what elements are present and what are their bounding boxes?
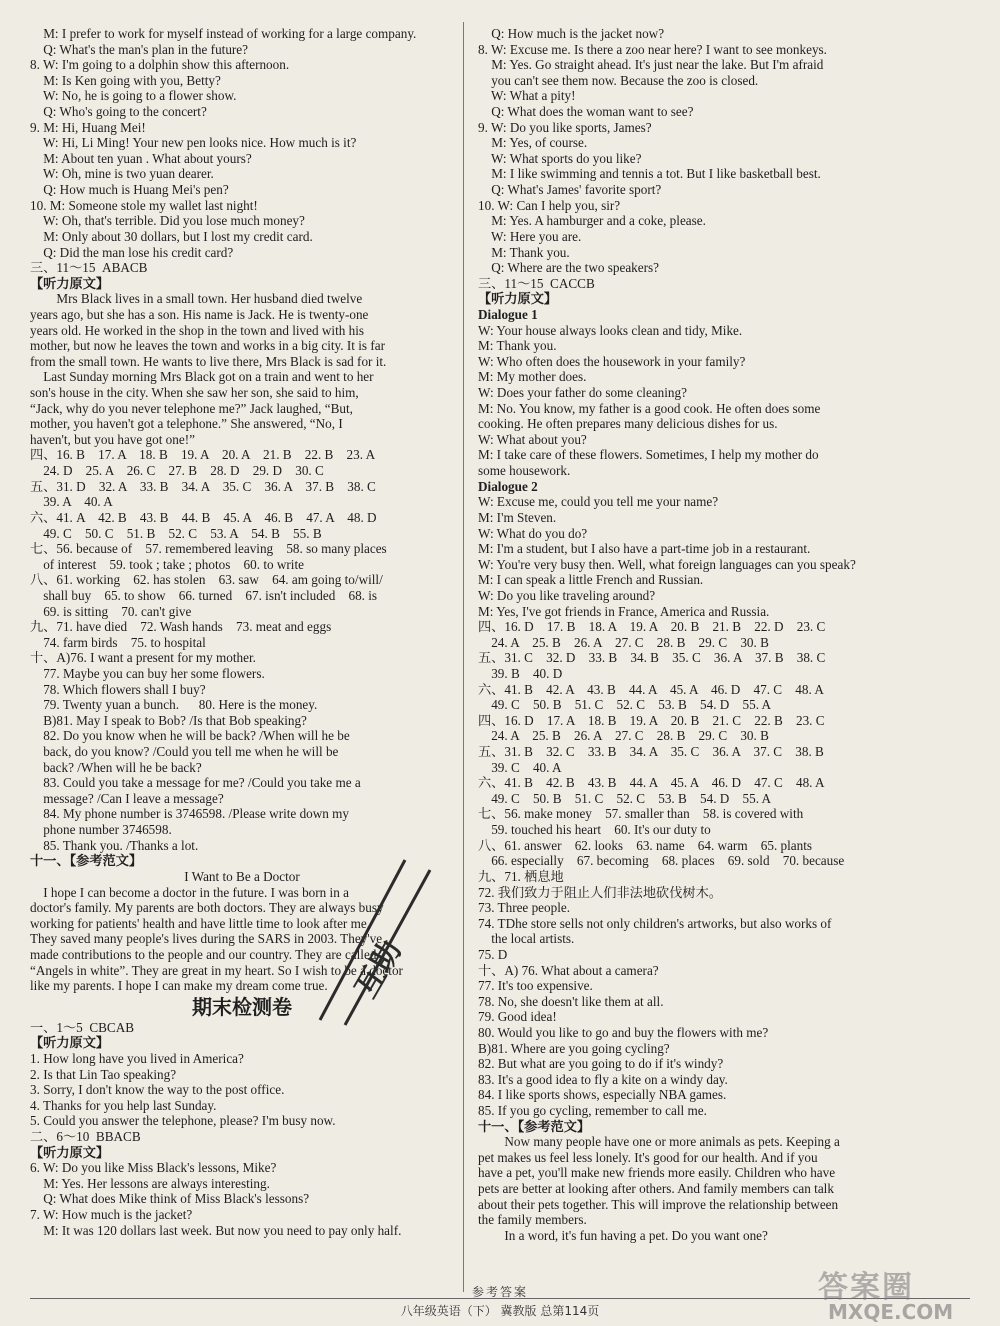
text-line: 84. I like sports shows, especially NBA games. (478, 1087, 727, 1103)
stamp-watermark (300, 850, 450, 1030)
text-line: Mrs Black lives in a small town. Her husband died twelve (30, 291, 363, 307)
text-line: pets are better at looking after others. And family members can talk (478, 1181, 834, 1197)
text-line: about their pets together. This will improve the relationship between (478, 1196, 839, 1212)
stamp-text: 互助 (348, 934, 409, 1004)
text-line: W: Who often does the housework in your family? (478, 353, 746, 369)
text-line: 九、71. have died 72. Wash hands 73. meat and eggs (30, 619, 332, 635)
text-line: 五、31. B 32. C 33. B 34. A 35. C 36. A 37. C 38. B (478, 744, 824, 760)
text-line: M: I'm a student, but I also have a part-time job in a restaurant. (478, 541, 811, 557)
text-line: 84. My phone number is 3746598. /Please write down my (30, 806, 350, 822)
text-line: back? /When will he be back? (30, 759, 202, 775)
text-line: 83. It's a good idea to fly a kite on a windy day. (478, 1071, 728, 1087)
text-line: Q: What's James' favorite sport? (478, 182, 662, 198)
text-line: M: Yes, I've got friends in France, America and Russia. (478, 603, 770, 619)
text-line: 六、41. B 42. A 43. B 44. A 45. A 46. D 47. C 48. A (478, 681, 824, 697)
text-line: W: No, he is going to a flower show. (30, 88, 237, 104)
left-column (30, 26, 454, 1238)
text-line: “Angels in white”. They are great in my heart. So I wish to be a doctor (30, 962, 403, 978)
text-line: B)81. May I speak to Bob? /Is that Bob speaking? (30, 712, 307, 728)
text-line: 66. especially 67. becoming 68. places 69. sold 70. because (478, 853, 845, 869)
text-line: back, do you know? /Could you tell me when he will be (30, 744, 339, 760)
text-line: M: Yes. A hamburger and a coke, please. (478, 213, 706, 229)
text-line: W: Hi, Li Ming! Your new pen looks nice. How much is it? (30, 135, 357, 151)
site-logo-watermark (818, 1262, 988, 1322)
text-line: 五、31. C 32. D 33. B 34. B 35. C 36. A 37. B 38. C (478, 650, 826, 666)
text-line: 七、56. because of 57. remembered leaving 58. so many places (30, 541, 387, 557)
text-line: M: I like swimming and tennis a tot. But I like basketball best. (478, 166, 821, 182)
text-line: 59. touched his heart 60. It's our duty to (478, 822, 711, 838)
text-line: 三、11～15 ABACB (30, 260, 148, 276)
text-line: like my parents. I hope I can make my dream come true. (30, 978, 328, 994)
text-line: 9. W: Do you like sports, James? (478, 119, 652, 135)
text-line: 十、A) 76. What about a camera? (478, 962, 659, 978)
text-line: from the small town. He wants to live there, Mrs Black is sad for it. (30, 353, 387, 369)
text-line: 八、61. answer 62. looks 63. name 64. warm 65. plants (478, 837, 813, 853)
text-line: 78. Which flowers shall I buy? (30, 681, 206, 697)
text-line: pet makes us feel less lonely. It's good for our health. And if you (478, 1149, 818, 1165)
text-line: 7. W: How much is the jacket? (30, 1207, 193, 1223)
text-line: 82. Do you know when he will be back? /When will he be (30, 728, 350, 744)
text-line: Now many people have one or more animals as pets. Keeping a (478, 1134, 840, 1150)
text-line: some housework. (478, 463, 571, 479)
text-line: I hope I can become a doctor in the future. I was born in a (30, 884, 349, 900)
text-line: They saved many people's lives during the SARS in 2003. They've (30, 931, 383, 947)
text-line: cooking. He often prepares many delicious dishes for us. (478, 416, 778, 432)
text-line: 2. Is that Lin Tao speaking? (30, 1066, 177, 1082)
text-line: 一、1～5 CBCAB (30, 1019, 135, 1035)
logo-cn-text: 答案圈 (818, 1270, 914, 1305)
text-line: W: What do you do? (478, 525, 588, 541)
text-line: 74. farm birds 75. to hospital (30, 634, 206, 650)
text-line: shall buy 65. to show 66. turned 67. isn't included 68. is (30, 587, 378, 603)
text-line: 85. Thank you. /Thanks a lot. (30, 837, 199, 853)
text-line: 10. W: Can I help you, sir? (478, 197, 621, 213)
text-line: 八、61. working 62. has stolen 63. saw 64. am going to/will/ (30, 572, 383, 588)
text-line: mother, but now he leaves the town and works in a big city. It is far (30, 338, 385, 354)
text-line: 六、41. B 42. B 43. B 44. A 45. A 46. D 47. C 48. A (478, 775, 825, 791)
text-line: W: Your house always looks clean and tidy, Mike. (478, 322, 743, 338)
text-line: M: No. You know, my father is a good cook. He often does some (478, 400, 821, 416)
text-line: M: Thank you. (478, 244, 570, 260)
text-line: 72. 我们致力于阻止人们非法地砍伐树木。 (478, 884, 722, 900)
text-line: Dialogue 1 (478, 306, 538, 322)
text-line: M: Yes. Her lessons are always interesting. (30, 1175, 270, 1191)
text-line: 8. W: I'm going to a dolphin show this afternoon. (30, 57, 290, 73)
text-line: W: Excuse me, could you tell me your name? (478, 494, 719, 510)
text-line: Q: What's the man's plan in the future? (30, 41, 249, 57)
text-line: 85. If you go cycling, remember to call me. (478, 1103, 707, 1119)
text-line: 79. Good idea! (478, 1009, 557, 1025)
text-line: 十一、【参考范文】 (478, 1118, 591, 1134)
text-line: W: Here you are. (478, 228, 582, 244)
text-line: 【听力原文】 (30, 1035, 110, 1051)
right-column (478, 26, 928, 1244)
text-line: message? /Can I leave a message? (30, 790, 224, 806)
text-line: M: It was 120 dollars last week. But now you need to pay only half. (30, 1222, 402, 1238)
text-line: W: What about you? (478, 431, 587, 447)
text-line: 5. Could you answer the telephone, please? I'm busy now. (30, 1113, 336, 1129)
text-line: 39. A 40. A (30, 494, 113, 510)
text-line: the family members. (478, 1212, 587, 1228)
text-line: W: Do you like traveling around? (478, 587, 656, 603)
text-line: M: I take care of these flowers. Sometimes, I help my mother do (478, 447, 819, 463)
text-line: M: About ten yuan . What about yours? (30, 150, 252, 166)
text-line: 49. C 50. C 51. B 52. C 53. A 54. B 55. B (30, 525, 322, 541)
text-line: M: Thank you. (478, 338, 557, 354)
text-line: 24. D 25. A 26. C 27. B 28. D 29. D 30. C (30, 463, 324, 479)
text-line: M: Is Ken going with you, Betty? (30, 72, 221, 88)
text-line: 8. W: Excuse me. Is there a zoo near here? I want to see monkeys. (478, 41, 827, 57)
text-line: M: I'm Steven. (478, 509, 557, 525)
text-line: 四、16. B 17. A 18. B 19. A 20. A 21. B 22. B 23. A (30, 447, 376, 463)
text-line: 十一、【参考范文】 (30, 853, 143, 869)
logo-en-text: MXQE.COM (828, 1300, 954, 1324)
text-line: 49. C 50. B 51. C 52. C 53. B 54. D 55. A (478, 790, 772, 806)
text-line: 80. Would you like to go and buy the flowers with me? (478, 1025, 769, 1040)
text-line: Last Sunday morning Mrs Black got on a train and went to her (30, 369, 374, 385)
text-line: 39. B 40. D (478, 665, 563, 681)
text-line: son's house in the city. When she saw her son, she said to him, (30, 385, 359, 401)
text-line: Q: What does the woman want to see? (478, 104, 694, 120)
text-line: phone number 3746598. (30, 822, 172, 838)
text-line: Q: Did the man lose his credit card? (30, 244, 234, 260)
text-line: Q: What does Mike think of Miss Black's lessons? (30, 1191, 310, 1207)
text-line: 79. Twenty yuan a bunch. 80. Here is the money. (30, 697, 318, 713)
text-line: Q: How much is the jacket now? (478, 26, 665, 41)
text-line: W: What sports do you like? (478, 150, 642, 166)
text-line: 78. No, she doesn't like them at all. (478, 993, 664, 1009)
text-line: have a pet, you'll make new friends more easily. Children who have (478, 1165, 836, 1181)
text-line: I Want to Be a Doctor (184, 868, 300, 884)
text-line: 75. D (478, 946, 508, 962)
text-line: 1. How long have you lived in America? (30, 1051, 244, 1066)
text-line: M: Yes. Go straight ahead. It's just near the lake. But I'm afraid (478, 57, 824, 73)
text-line: 77. Maybe you can buy her some flowers. (30, 665, 265, 681)
section-heading: 期末检测卷 (192, 994, 292, 1019)
text-line: M: I can speak a little French and Russian. (478, 572, 704, 588)
text-line: haven't, but you have got one!” (30, 431, 195, 447)
text-line: the local artists. (478, 931, 575, 947)
text-line: 七、56. make money 57. smaller than 58. is covered with (478, 806, 804, 822)
text-line: 十、A)76. I want a present for my mother. (30, 650, 256, 666)
text-line: 六、41. A 42. B 43. B 44. B 45. A 46. B 47. A 48. D (30, 509, 377, 525)
text-line: years ago, but she has a son. His name is Jack. He is twenty-one (30, 306, 369, 322)
text-line: 【听力原文】 (30, 1144, 110, 1160)
text-line: 83. Could you take a message for me? /Could you take me a (30, 775, 361, 791)
text-line: 三、11～15 CACCB (478, 275, 595, 291)
text-line: Q: Who's going to the concert? (30, 104, 207, 120)
text-line: 24. A 25. B 26. A 27. C 28. B 29. C 30. B (478, 728, 769, 744)
text-line: mother, you haven't got a telephone.” She answered, “No, I (30, 416, 343, 432)
text-line: 3. Sorry, I don't know the way to the post office. (30, 1082, 285, 1098)
text-line: doctor's family. My parents are both doctors. They are always busy (30, 900, 384, 916)
text-line: B)81. Where are you going cycling? (478, 1040, 670, 1056)
text-line: M: My mother does. (478, 369, 587, 385)
text-line: 73. Three people. (478, 900, 571, 916)
text-line: 9. M: Hi, Huang Mei! (30, 119, 146, 135)
text-line: M: Yes, of course. (478, 135, 588, 151)
text-line: M: I prefer to work for myself instead of working for a large company. (30, 26, 417, 41)
text-line: 九、71. 栖息地 (478, 868, 564, 884)
text-line: 74. TDhe store sells not only children's artworks, but also works of (478, 915, 832, 931)
text-line: 49. C 50. B 51. C 52. C 53. B 54. D 55. A (478, 697, 772, 713)
text-line: 10. M: Someone stole my wallet last night! (30, 197, 258, 213)
text-line: Q: Where are the two speakers? (478, 260, 660, 276)
text-line: 69. is sitting 70. can't give (30, 603, 192, 619)
text-line: 77. It's too expensive. (478, 978, 593, 994)
text-line: W: You're very busy then. Well, what foreign languages can you speak? (478, 556, 856, 572)
text-line: 四、16. D 17. A 18. B 19. A 20. B 21. C 22. B 23. C (478, 712, 825, 728)
text-line: In a word, it's fun having a pet. Do you want one? (478, 1227, 768, 1243)
text-line: 39. C 40. A (478, 759, 562, 775)
text-line: 82. But what are you going to do if it's windy? (478, 1056, 724, 1072)
text-line: of interest 59. took ; take ; photos 60. to write (30, 556, 304, 572)
text-line: W: Does your father do some cleaning? (478, 385, 687, 401)
column-divider (463, 22, 464, 1292)
text-line: 6. W: Do you like Miss Black's lessons, Mike? (30, 1160, 277, 1176)
text-line: 4. Thanks for you help last Sunday. (30, 1097, 217, 1113)
text-line: Dialogue 2 (478, 478, 538, 494)
text-line: 二、6～10 BBACB (30, 1129, 141, 1145)
text-line: M: Only about 30 dollars, but I lost my credit card. (30, 228, 313, 244)
text-line: 【听力原文】 (30, 275, 110, 291)
text-line: 四、16. D 17. B 18. A 19. A 20. B 21. B 22. D 23. C (478, 619, 826, 635)
footer-title: 参考答案 (471, 1285, 528, 1299)
text-line: 五、31. D 32. A 33. B 34. A 35. C 36. A 37. B 38. C (30, 478, 376, 494)
text-line: 24. A 25. B 26. A 27. C 28. B 29. C 30. B (478, 634, 769, 650)
text-line: W: Oh, mine is two yuan dearer. (30, 166, 214, 182)
text-line: Q: How much is Huang Mei's pen? (30, 182, 229, 198)
text-line: working for patients' health and have little time to look after me. (30, 915, 371, 931)
footer-info: 八年级英语（下） 冀教版 总第114页 (400, 1304, 600, 1318)
text-line: W: Oh, that's terrible. Did you lose much money? (30, 213, 305, 229)
text-line: years old. He worked in the shop in the town and lived with his (30, 322, 365, 338)
text-line: you can't see them now. Because the zoo is closed. (478, 72, 759, 88)
text-line: made contributions to the people and our country. They are called (30, 946, 377, 962)
text-line: W: What a pity! (478, 88, 576, 104)
text-line: 【听力原文】 (478, 291, 558, 307)
text-line: “Jack, why do you never telephone me?” Jack laughed, “But, (30, 400, 353, 416)
